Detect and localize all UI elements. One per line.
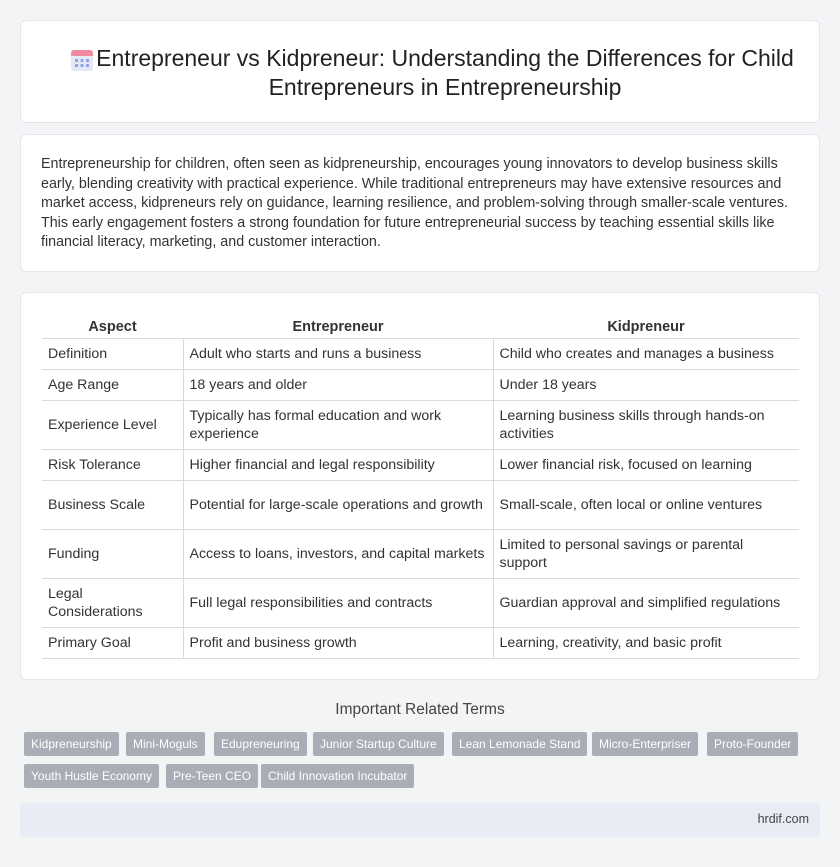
table-row [42, 627, 799, 658]
tag[interactable]: Lean Lemonade Stand [452, 732, 587, 756]
table-row [42, 449, 799, 480]
table-cell: Full legal responsibilities and contracts [183, 578, 493, 627]
tag[interactable]: Proto-Founder [707, 732, 798, 756]
table-cell: Learning, creativity, and basic profit [493, 627, 799, 658]
intro-paragraph: Entrepreneurship for children, often seen as kidpreneurship, encourages young innovators to develop business skills early, blending creativity with practical experience. While traditional entrepreneurs may have extensive resources and market access, kidpreneurs rely on guidance, learning resilience, and problem-solving through smaller-scale ventures. This early engagement fosters a strong foundation for future entrepreneurial success by teaching essential skills like financial literacy, marketing, and customer interaction. [41, 156, 788, 251]
header-entrepreneur: Entrepreneur [183, 314, 493, 338]
tag[interactable]: Pre-Teen CEO [166, 764, 258, 788]
tag[interactable]: Edupreneuring [214, 732, 307, 756]
table-cell: Limited to personal savings or parental support [493, 529, 799, 578]
table-cell: Typically has formal education and work experience [183, 400, 493, 449]
header-aspect: Aspect [42, 314, 183, 338]
table-cell: Guardian approval and simplified regulations [493, 578, 799, 627]
table-cell: Risk Tolerance [42, 449, 183, 480]
table-cell: Primary Goal [42, 627, 183, 658]
table-cell: Potential for large-scale operations and growth [183, 480, 493, 529]
table-cell: Experience Level [42, 400, 183, 449]
table-row [42, 338, 799, 369]
header-kidpreneur: Kidpreneur [493, 314, 799, 338]
tag[interactable]: Child Innovation Incubator [261, 764, 414, 788]
table-row [42, 529, 799, 578]
footer-site-label[interactable]: hrdif.com [757, 812, 809, 826]
table-cell: Profit and business growth [183, 627, 493, 658]
table-cell: Business Scale [42, 480, 183, 529]
table-cell: Child who creates and manages a business [493, 338, 799, 369]
footer [20, 803, 820, 837]
tag[interactable]: Kidpreneurship [24, 732, 119, 756]
table-cell: Higher financial and legal responsibility [183, 449, 493, 480]
comparison-card [20, 292, 820, 680]
table-row [42, 480, 799, 529]
title-card [20, 20, 820, 123]
table-cell: Lower financial risk, focused on learning [493, 449, 799, 480]
table-row [42, 369, 799, 400]
table-cell: Learning business skills through hands-on activities [493, 400, 799, 449]
tag[interactable]: Youth Hustle Economy [24, 764, 159, 788]
tag[interactable]: Mini-Moguls [126, 732, 205, 756]
tag[interactable]: Junior Startup Culture [313, 732, 444, 756]
comparison-table [42, 314, 799, 659]
table-row [42, 400, 799, 449]
table-cell: 18 years and older [183, 369, 493, 400]
related-terms-section [20, 700, 820, 783]
table-cell: Small-scale, often local or online ventures [493, 480, 799, 529]
table-cell: Age Range [42, 369, 183, 400]
table-cell: Funding [42, 529, 183, 578]
table-cell: Access to loans, investors, and capital markets [183, 529, 493, 578]
table-row [42, 578, 799, 627]
tag[interactable]: Micro-Enterpriser [592, 732, 698, 756]
table-cell: Legal Considerations [42, 578, 183, 627]
intro-card [20, 134, 820, 272]
table-cell: Definition [42, 338, 183, 369]
table-header-row [42, 314, 799, 338]
table-cell: Under 18 years [493, 369, 799, 400]
related-terms-heading: Important Related Terms [335, 701, 505, 718]
page-title: Entrepreneur vs Kidpreneur: Understanding the Differences for Child Entrepreneurs in Entrepreneurship [96, 45, 794, 100]
table-cell: Adult who starts and runs a business [183, 338, 493, 369]
